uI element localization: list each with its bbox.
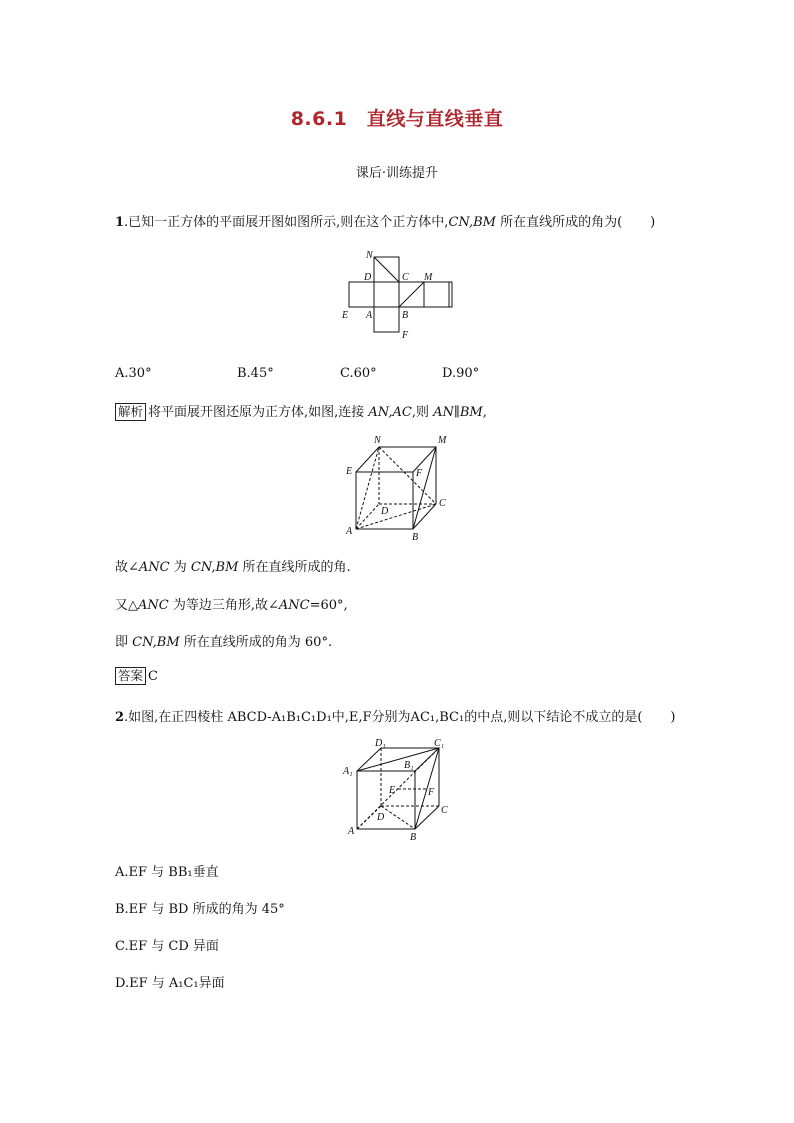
net-label-e: E (342, 310, 349, 321)
question-2-stem-text: .如图,在正四棱柱 ABCD-A₁B₁C₁D₁中,E,F分别为AC₁,BC₁的中点,则以下结论不成立的是( (124, 710, 643, 725)
cube-label-n: N (374, 435, 381, 446)
question-2-stem (115, 706, 675, 725)
net-label-f: F (402, 330, 409, 341)
cube-label-e: E (346, 466, 353, 477)
net-square (424, 282, 449, 307)
analysis-math: AN,AC (368, 405, 412, 420)
analysis-math: ANC (138, 598, 169, 613)
q1-analysis-line-2 (115, 556, 351, 575)
cube-label-b: B (412, 532, 419, 543)
answer-tag: 答案 (115, 667, 146, 685)
analysis-math: ANC (138, 560, 170, 575)
analysis-text: 又△ (115, 598, 138, 613)
cube-label-d: D (381, 506, 389, 517)
analysis-math: CN,BM (190, 560, 239, 575)
prism-label-b: B (410, 832, 417, 843)
prism-label-d: D (377, 812, 385, 823)
net-label-m: M (424, 272, 433, 283)
net-label-c: C (402, 272, 409, 283)
question-1-paren-close: ) (650, 215, 656, 230)
net-label-a: A (366, 310, 373, 321)
analysis-text: 为等边三角形,故∠ (168, 598, 279, 613)
q1-option-b[interactable]: B.45° (237, 366, 274, 381)
cube-front-face (356, 472, 413, 529)
q1-analysis-line-4 (115, 631, 332, 650)
analysis-text: 故∠ (115, 560, 139, 575)
q2-option-b[interactable]: B.EF 与 BD 所成的角为 45° (115, 902, 285, 917)
net-square (349, 282, 374, 307)
cube-label-c: C (439, 498, 446, 509)
prism-label-c1: C₁ (434, 738, 445, 749)
prism-label-a: A (348, 826, 355, 837)
q1-analysis-line-3 (115, 594, 348, 613)
question-2-number: 2 (115, 710, 125, 725)
page-subtitle: 课后·训练提升 (355, 166, 439, 181)
analysis-math: ANC (278, 598, 310, 613)
q1-option-c[interactable]: C.60° (340, 366, 377, 381)
net-line-nc (374, 257, 399, 282)
net-square (424, 282, 452, 307)
cube-label-f: F (416, 468, 423, 479)
prism-label-b1: B₁ (404, 760, 414, 771)
question-1-stem-pre: .已知一正方体的平面展开图如图所示,则在这个正方体中, (124, 215, 449, 230)
net-line-bm (399, 282, 424, 307)
q2-option-c[interactable]: C.EF 与 CD 异面 (115, 939, 219, 954)
answer-value: C (148, 669, 158, 684)
analysis-text: =60°, (309, 598, 348, 613)
prism-label-f: F (428, 787, 435, 798)
cube-top-face (356, 447, 436, 472)
cube-label-m: M (438, 435, 447, 446)
analysis-math: CN,BM (132, 635, 180, 650)
analysis-text: 所在直线所成的角为 60°. (179, 635, 333, 650)
cube-label-a: A (346, 526, 353, 537)
prism-figure (342, 738, 448, 843)
q1-option-a[interactable]: A.30° (115, 366, 152, 381)
net-label-d: D (364, 272, 372, 283)
analysis-text: 将平面展开图还原为正方体,如图,连接 (148, 405, 369, 420)
question-2-paren-close: ) (670, 710, 676, 725)
prism-label-e: E (389, 785, 396, 796)
q1-option-d[interactable]: D.90° (442, 366, 480, 381)
q2-option-d[interactable]: D.EF 与 A₁C₁异面 (115, 976, 225, 991)
solution-cube-figure (345, 435, 447, 543)
analysis-text: 即 (115, 635, 133, 650)
analysis-text: 所在直线所成的角. (238, 560, 351, 575)
question-1-number: 1 (115, 215, 125, 230)
analysis-tag: 解析 (115, 403, 146, 421)
q1-answer-line (115, 667, 158, 685)
analysis-text: , (482, 405, 487, 420)
net-label-b: B (402, 310, 409, 321)
net-square (374, 307, 399, 332)
q1-analysis-line-1 (115, 401, 487, 421)
analysis-text: ,则 (411, 405, 434, 420)
prism-label-d1: D₁ (375, 738, 386, 749)
question-1-stem-math: CN,BM (448, 215, 496, 230)
question-1-stem-post: 所在直线所成的角为( (495, 215, 623, 230)
net-square (374, 282, 399, 307)
prism-label-c: C (441, 805, 448, 816)
analysis-math: AN∥BM (433, 405, 483, 420)
segment-bd (381, 806, 415, 829)
page-title: 8.6.1 直线与直线垂直 (290, 108, 504, 130)
analysis-text: 为 (169, 560, 191, 575)
net-label-n: N (366, 250, 373, 261)
prism-label-a1: A₁ (343, 766, 353, 777)
segment-nc (379, 447, 436, 504)
q2-option-a[interactable]: A.EF 与 BB₁垂直 (115, 865, 219, 880)
